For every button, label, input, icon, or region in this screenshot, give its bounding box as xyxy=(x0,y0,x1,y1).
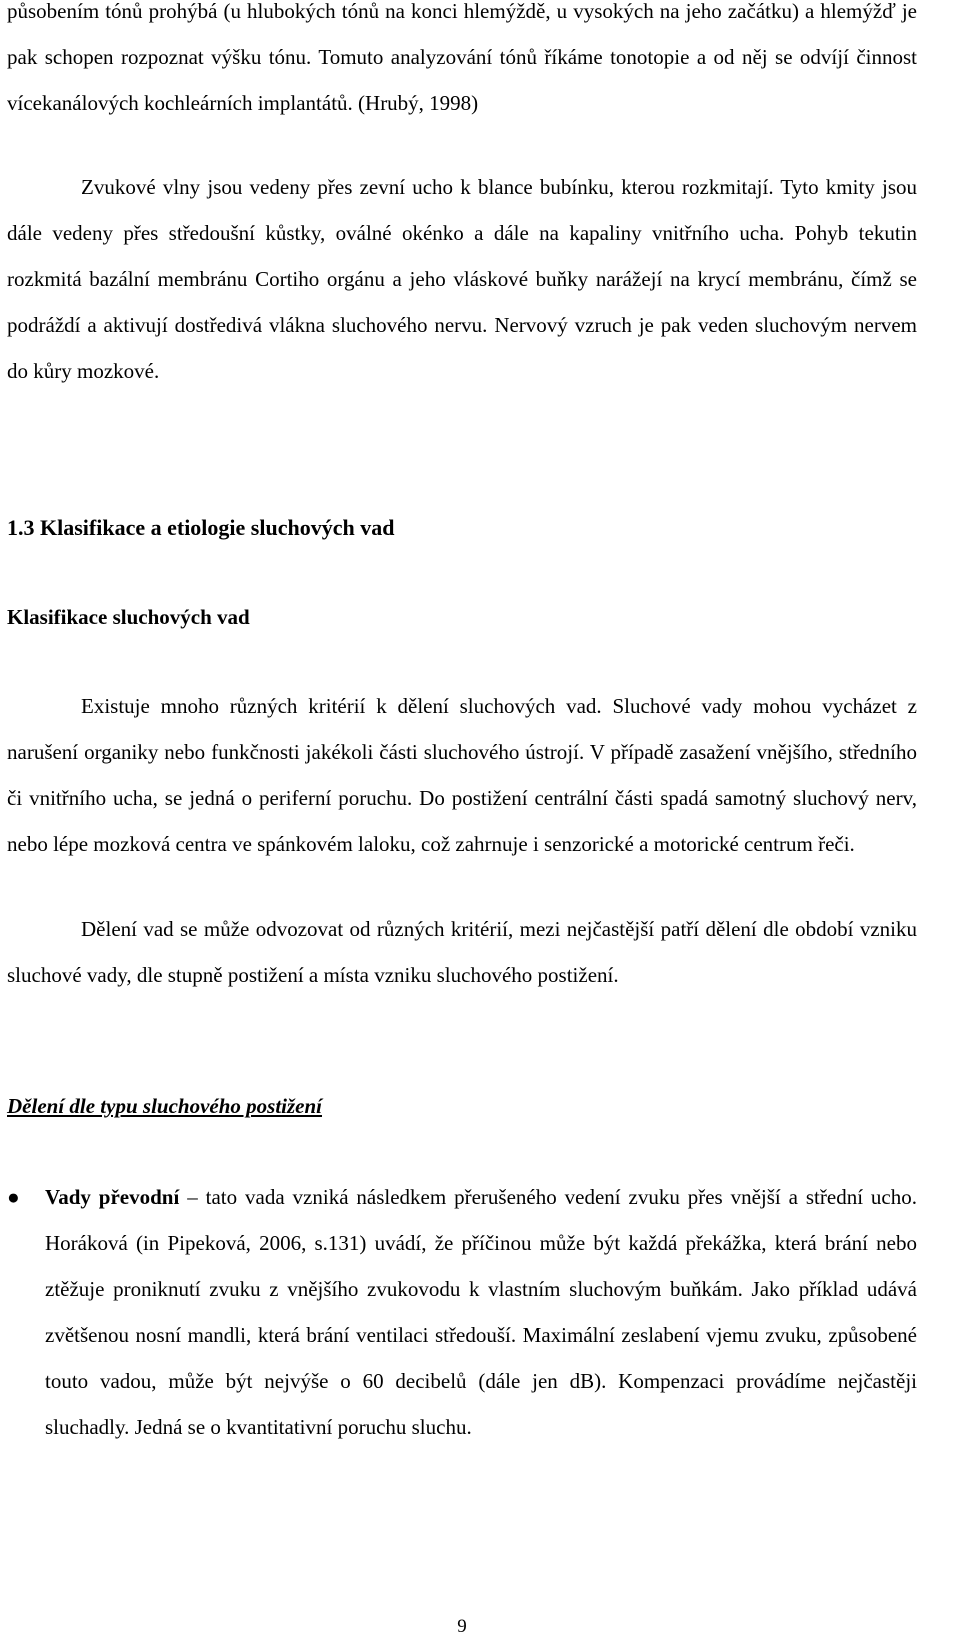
paragraph-text: Existuje mnoho různých kritérií k dělení sluchových vad. Sluchové vady mohou vycházet z narušení organiky nebo funkčnosti jakékoli části sluchového ústrojí. V případě zasažení vnějšího, středního či vnitřního ucha, se jedná o periferní poruchu. Do postižení centrální části spadá samotný sluchový nerv, nebo lépe mozková centra ve spánkovém laloku, což zahrnuje i senzorické a motorické centrum řeči. xyxy=(7,694,917,856)
paragraph-text: působením tónů prohýbá (u hlubokých tónů na konci hlemýždě, u vysokých na jeho začátku) a hlemýžď je pak schopen rozpoznat výšku tónu. Tomuto analyzování tónů říkáme tonotopie a od něj se odvíjí činnost vícekanálových kochleárních implantátů. (Hrubý, 1998) xyxy=(7,0,917,115)
paragraph-tonotopy xyxy=(7,0,917,126)
subsubsection-heading: Dělení dle typu sluchového postižení xyxy=(7,1094,322,1118)
paragraph-classification xyxy=(7,683,917,867)
paragraph-sound-conduction xyxy=(7,164,917,394)
paragraph-text: Zvukové vlny jsou vedeny přes zevní ucho k blance bubínku, kterou rozkmitají. Tyto kmity jsou dále vedeny přes středoušní kůstky, oválné okénko a dále na kapaliny vnitřního ucha. Pohyb tekutin rozkmitá bazální membránu Cortiho orgánu a jeho vláskové buňky narážejí na krycí membránu, čímž se podráždí a aktivují dostředivá vlákna sluchového nervu. Nervový vzruch je pak veden sluchovým nervem do kůry mozkové. xyxy=(7,175,917,383)
bullet-text xyxy=(45,1174,917,1450)
bullet-item-conductive xyxy=(7,1174,917,1450)
bullet-description: – tato vada vzniká následkem přerušeného vedení zvuku přes vnější a střední ucho. Horáková (in Pipeková, 2006, s.131) uvádí, že příčinou může být každá překážka, která brání nebo ztěžuje proniknutí zvuku z vnějšího zvukovodu k vlastním sluchovým buňkám. Jako příklad udává zvětšenou nosní mandli, která brání ventilaci středouší. Maximální zeslabení vjemu zvuku, způsobené touto vadou, může být nejvýše o 60 decibelů (dále jen dB). Kompenzaci provádíme nejčastěji sluchadly. Jedná se o kvantitativní poruchu sluchu. xyxy=(45,1185,917,1439)
paragraph-criteria xyxy=(7,906,917,998)
bullet-icon: ● xyxy=(7,1185,20,1209)
section-heading: 1.3 Klasifikace a etiologie sluchových vad xyxy=(7,515,395,540)
page-number: 9 xyxy=(457,1616,467,1637)
bullet-term: Vady převodní xyxy=(45,1185,180,1209)
subsection-heading: Klasifikace sluchových vad xyxy=(7,605,250,629)
paragraph-text: Dělení vad se může odvozovat od různých kritérií, mezi nejčastější patří dělení dle období vzniku sluchové vady, dle stupně postižení a místa vzniku sluchového postižení. xyxy=(7,917,917,987)
